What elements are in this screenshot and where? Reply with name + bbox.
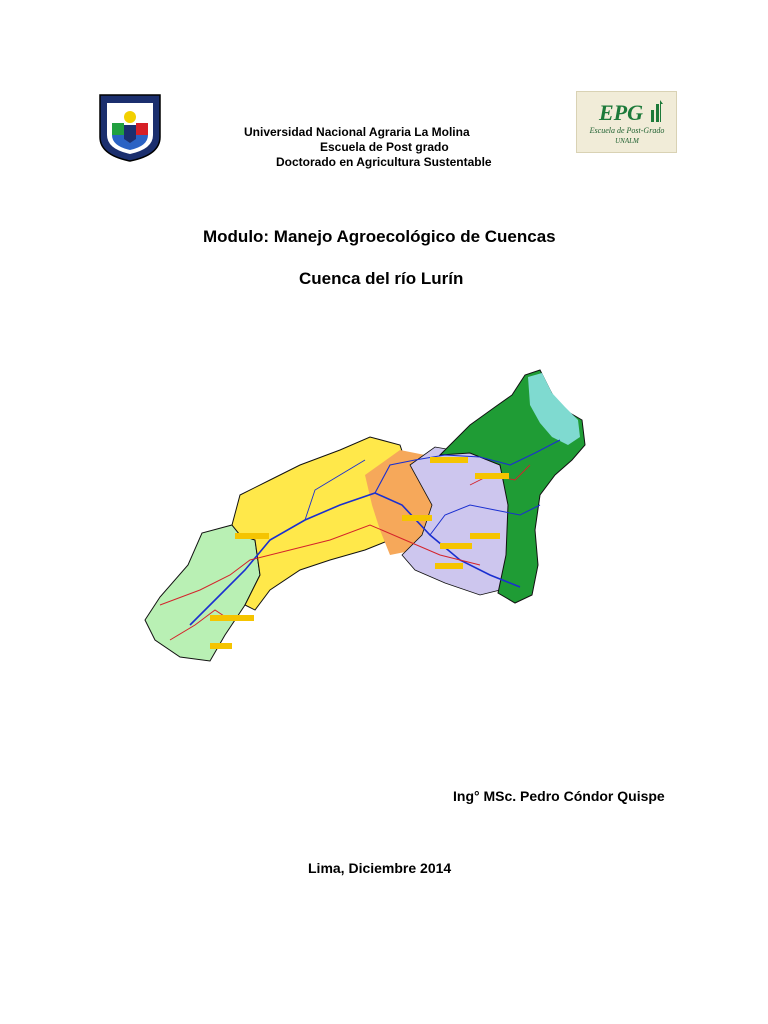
- map-town-marker: [475, 473, 509, 479]
- map-town-marker: [470, 533, 500, 539]
- map-town-marker: [440, 543, 472, 549]
- module-title: Modulo: Manejo Agroecológico de Cuencas: [203, 227, 556, 246]
- map-town-marker: [210, 643, 232, 649]
- basin-title: Cuenca del río Lurín: [299, 269, 464, 288]
- map-town-marker: [210, 615, 254, 621]
- university-seal-logo: [98, 93, 162, 163]
- author-name: Ing° MSc. Pedro Cóndor Quispe: [453, 788, 665, 804]
- lurin-basin-map: [140, 365, 600, 665]
- growth-bars-icon: [651, 100, 663, 122]
- epg-logo-acronym: EPG: [599, 100, 643, 125]
- university-name: Universidad Nacional Agraria La Molina: [244, 125, 470, 139]
- map-town-marker: [402, 515, 432, 521]
- epg-logo-subtitle: Escuela de Post-Grado: [589, 126, 665, 135]
- map-town-marker: [235, 533, 269, 539]
- program-name: Doctorado en Agricultura Sustentable: [276, 155, 492, 169]
- place-date: Lima, Diciembre 2014: [308, 860, 452, 876]
- map-town-marker: [430, 457, 468, 463]
- school-name: Escuela de Post grado: [320, 140, 449, 154]
- map-zone-coast: [145, 525, 260, 661]
- epg-logo: [576, 91, 677, 153]
- map-town-marker: [435, 563, 463, 569]
- epg-logo-institution: UNALM: [615, 137, 639, 145]
